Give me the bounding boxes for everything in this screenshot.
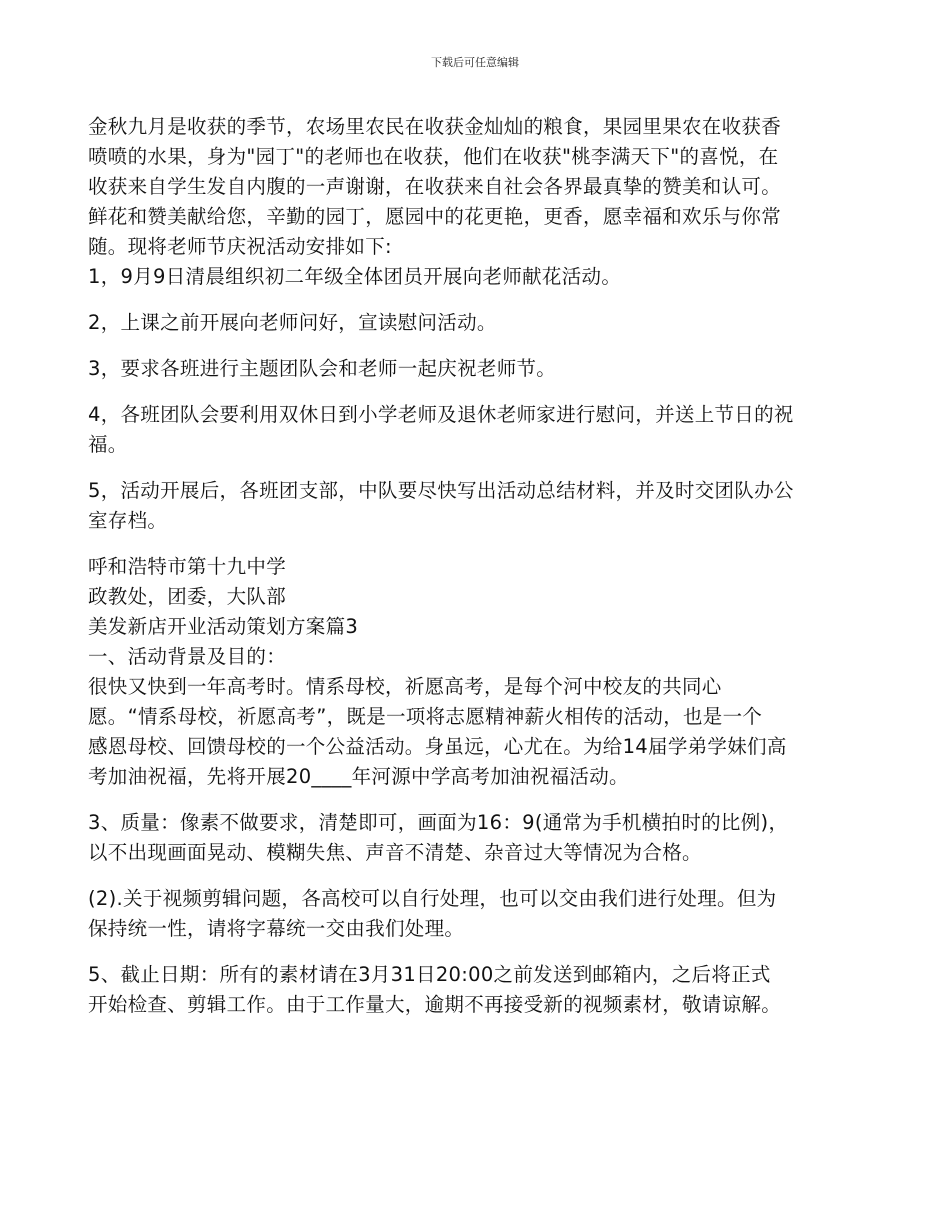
paragraph [88,808,868,868]
text-line: 政教处，团委，大队部 [88,585,287,608]
paragraph-gap [88,292,868,308]
paragraph-gap [88,944,868,960]
text-line: 1，9月9日清晨组织初二年级全体团员开展向老师献花活动。 [88,265,622,288]
text-line: 以不出现画面晃动、模糊失焦、声音不清楚、杂音过大等情况为合格。 [88,841,702,864]
paragraph [88,112,868,292]
text-line: (2).关于视频剪辑问题，各高校可以自行处理，也可以交由我们进行处理。但为 [88,887,777,910]
paragraph [88,308,868,338]
paragraph [88,960,868,1020]
document-body [88,112,868,1020]
text-line: 一、活动背景及目的： [88,645,287,668]
paragraph-gap [88,338,868,354]
paragraph [88,354,868,384]
text-line: 鲜花和赞美献给您，辛勤的园丁，愿园中的花更艳，更香，愿幸福和欢乐与你常 [88,205,782,228]
text-line: 室存档。 [88,509,168,532]
text-line: 保持统一性，请将字幕统一交由我们处理。 [88,917,465,940]
text-line: 3、质量：像素不做要求，清楚即可，画面为16：9(通常为手机横拍时的比例)， [88,811,789,834]
text-line: 5、截止日期：所有的素材请在3月31日20:00之前发送到邮箱内，之后将正式 [88,963,771,986]
paragraph [88,884,868,944]
text-line: 收获来自学生发自内腹的一声谢谢，在收获来自社会各界最真挚的赞美和认可。 [88,175,782,198]
text-line: 3，要求各班进行主题团队会和老师一起庆祝老师节。 [88,357,557,380]
text-line: 呼和浩特市第十九中学 [88,555,287,578]
paragraph [88,476,868,536]
paragraph-gap [88,460,868,476]
paragraph-gap [88,792,868,808]
page-header: 下载后可任意编辑 [431,56,519,69]
text-line: 感恩母校、回馈母校的一个公益活动。身虽远，心尤在。为给14届学弟学妹们高 [88,735,787,758]
text-line: 福。 [88,433,128,456]
text-line: 考加油祝福，先将开展20____年河源中学高考加油祝福活动。 [88,765,629,788]
paragraph-gap [88,536,868,552]
paragraph [88,400,868,460]
text-line: 5，活动开展后，各班团支部，中队要尽快写出活动总结材料，并及时交团队办公 [88,479,794,502]
text-line: 2，上课之前开展向老师问好，宣读慰问活动。 [88,311,497,334]
text-line: 很快又快到一年高考时。情系母校，祈愿高考，是每个河中校友的共同心 [88,675,722,698]
text-line: 愿。“情系母校，祈愿高考”，既是一项将志愿精神薪火相传的活动，也是一个 [88,705,763,728]
text-line: 4，各班团队会要利用双休日到小学老师及退休老师家进行慰问，并送上节日的祝 [88,403,794,426]
text-line: 金秋九月是收获的季节，农场里农民在收获金灿灿的粮食，果园里果农在收获香 [88,115,782,138]
paragraph-gap [88,384,868,400]
text-line: 开始检查、剪辑工作。由于工作量大，逾期不再接受新的视频素材，敬请谅解。 [88,993,782,1016]
paragraph-gap [88,868,868,884]
paragraph [88,552,868,792]
text-line: 喷喷的水果，身为"园丁"的老师也在收获，他们在收获"桃李满天下"的喜悦，在 [88,145,779,168]
text-line: 美发新店开业活动策划方案篇3 [88,615,359,638]
text-line: 随。现将老师节庆祝活动安排如下: [88,235,392,258]
